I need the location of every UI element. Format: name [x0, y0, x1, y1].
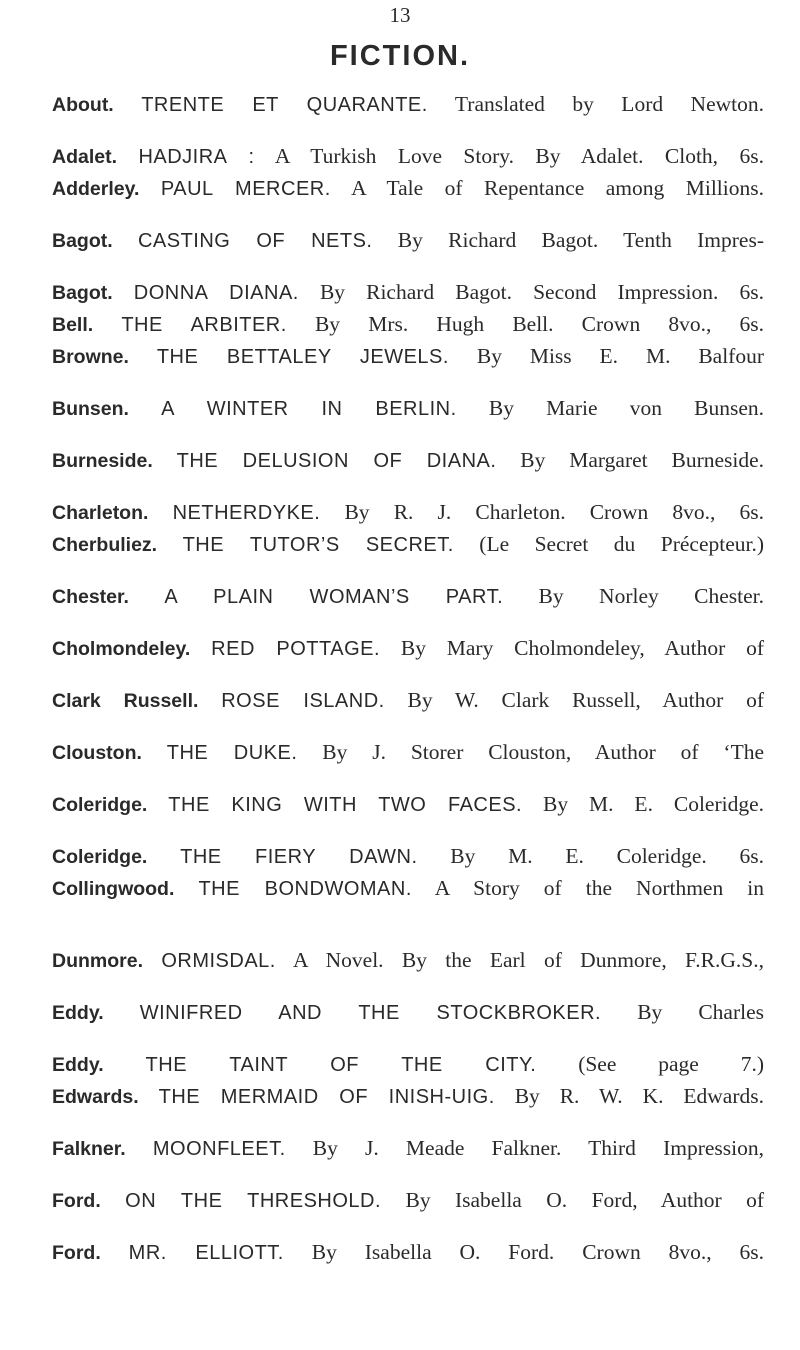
entry-continuation	[52, 766, 764, 786]
entry-book-title: A PLAIN WOMAN’S PART.	[164, 586, 504, 608]
entry-book-title: THE FIERY DAWN.	[180, 846, 418, 868]
entry-author-heading: Coleridge.	[52, 794, 148, 816]
entry-description: By Charles	[637, 1000, 765, 1024]
entry-author-heading: Adalet.	[52, 146, 118, 168]
page-number: 13	[389, 3, 411, 27]
entry-author-heading: Bagot.	[52, 282, 113, 304]
entry-book-title: THE ARBITER.	[121, 314, 287, 336]
entry-author-heading: About.	[52, 94, 114, 116]
entry-continuation	[52, 1162, 764, 1182]
entry-first-line	[52, 688, 764, 714]
entry-description: (See page 7.)	[578, 1052, 765, 1076]
entry-first-line	[52, 532, 764, 558]
list-item	[52, 500, 764, 526]
entry-description: By M. E. Coleridge. 6s.	[450, 844, 764, 868]
entry-author-heading: Eddy.	[52, 1054, 104, 1076]
entry-book-title: PAUL MERCER.	[160, 178, 331, 200]
entry-description: A Novel. By the Earl of Dunmore, F.R.G.S.,	[292, 948, 764, 972]
entry-author-heading: Bell.	[52, 314, 94, 336]
list-item	[52, 636, 764, 682]
list-item	[52, 1000, 764, 1046]
entry-description: By M. E. Coleridge.	[543, 792, 765, 816]
entry-author-heading: Eddy.	[52, 1002, 104, 1024]
entry-description: By R. J. Charleton. Crown 8vo., 6s.	[344, 500, 765, 524]
entry-book-title: ROSE ISLAND.	[221, 690, 385, 712]
entry-author-heading: Ford.	[52, 1242, 101, 1264]
entry-author-heading: Chester.	[52, 586, 129, 608]
entry-book-title: ORMISDAL.	[161, 950, 276, 972]
entry-first-line	[52, 844, 764, 870]
list-item	[52, 1084, 764, 1130]
entry-continuation	[52, 974, 764, 994]
list-item	[52, 176, 764, 222]
entry-description: By W. Clark Russell, Author of	[407, 688, 765, 712]
entry-first-line	[52, 740, 764, 766]
list-item	[52, 948, 764, 994]
entry-book-title: THE DUKE.	[166, 742, 298, 764]
entry-book-title: THE BETTALEY JEWELS.	[156, 346, 449, 368]
entry-author-heading: Edwards.	[52, 1086, 139, 1108]
entry-description: Translated by Lord Newton.	[454, 92, 764, 116]
entry-first-line	[52, 1000, 764, 1026]
entry-first-line	[52, 228, 764, 254]
entry-continuation	[52, 714, 764, 734]
entry-description: By Marie von Bunsen.	[488, 396, 765, 420]
list-item	[52, 876, 764, 942]
list-item	[52, 92, 764, 138]
entry-continuation	[52, 902, 764, 922]
entry-book-title: TRENTE ET QUARANTE.	[141, 94, 428, 116]
entry-first-line	[52, 280, 764, 306]
entry-first-line	[52, 792, 764, 818]
entry-author-heading: Bunsen.	[52, 398, 129, 420]
entry-first-line	[52, 584, 764, 610]
entry-description: By J. Meade Falkner. Third Impression,	[312, 1136, 764, 1160]
entry-description: By Richard Bagot. Tenth Impres-	[397, 228, 764, 252]
fiction-list	[52, 92, 764, 1272]
entry-author-heading: Cherbuliez.	[52, 534, 158, 556]
entry-book-title: DONNA DIANA.	[133, 282, 299, 304]
entry-continuation	[52, 558, 764, 578]
list-item	[52, 280, 764, 306]
list-item	[52, 792, 764, 838]
entry-description: By J. Storer Clouston, Author of ‘The	[322, 740, 765, 764]
entry-book-title: THE KING WITH TWO FACES.	[168, 794, 523, 816]
entry-author-heading: Burneside.	[52, 450, 153, 472]
entry-book-title: CASTING OF NETS.	[137, 230, 373, 252]
entry-first-line	[52, 312, 764, 338]
entry-description: By Isabella O. Ford. Crown 8vo., 6s.	[311, 1240, 765, 1264]
entry-author-heading: Browne.	[52, 346, 129, 368]
entry-author-heading: Charleton.	[52, 502, 149, 524]
entry-author-heading: Adderley.	[52, 178, 140, 200]
entry-author-heading: Cholmondeley.	[52, 638, 191, 660]
list-item	[52, 396, 764, 442]
list-item	[52, 1052, 764, 1078]
entry-continuation	[52, 662, 764, 682]
entry-description: A Turkish Love Story. By Adalet. Cloth, 6s.	[274, 144, 764, 168]
list-item	[52, 1136, 764, 1182]
entry-first-line	[52, 1188, 764, 1214]
entry-continuation	[52, 422, 764, 442]
entry-book-title: THE MERMAID OF INISH-UIG.	[158, 1086, 495, 1108]
list-item	[52, 228, 764, 274]
entry-book-title: WINIFRED AND THE STOCKBROKER.	[139, 1002, 602, 1024]
entry-description: By Norley Chester.	[538, 584, 765, 608]
entry-description: By Isabella O. Ford, Author of	[405, 1188, 765, 1212]
list-item	[52, 312, 764, 338]
entry-author-heading: Bagot.	[52, 230, 113, 252]
entry-description: (Le Secret du Précepteur.)	[479, 532, 765, 556]
entry-book-title: RED POTTAGE.	[211, 638, 381, 660]
entry-description: By Mary Cholmondeley, Author of	[400, 636, 765, 660]
entry-first-line	[52, 448, 764, 474]
entry-description: A Tale of Repentance among Millions.	[351, 176, 764, 200]
entry-continuation	[52, 118, 764, 138]
entry-book-title: NETHERDYKE.	[172, 502, 321, 524]
entry-book-title: MOONFLEET.	[152, 1138, 286, 1160]
entry-description: By Miss E. M. Balfour	[476, 344, 765, 368]
list-item	[52, 740, 764, 786]
entry-description: By Mrs. Hugh Bell. Crown 8vo., 6s.	[314, 312, 764, 336]
list-item	[52, 344, 764, 390]
entry-description: By Margaret Burneside.	[520, 448, 765, 472]
entry-description: A Story of the Northmen in	[434, 876, 764, 900]
entry-continuation	[52, 922, 764, 942]
entry-continuation	[52, 1026, 764, 1046]
entry-book-title: HADJIRA :	[138, 146, 255, 168]
entry-continuation	[52, 474, 764, 494]
entry-first-line	[52, 636, 764, 662]
entry-description: By Richard Bagot. Second Impression. 6s.	[319, 280, 764, 304]
entry-author-heading: Collingwood.	[52, 878, 175, 900]
list-item	[52, 1188, 764, 1234]
entry-first-line	[52, 1084, 764, 1110]
entry-author-heading: Coleridge.	[52, 846, 148, 868]
entry-first-line	[52, 876, 764, 902]
entry-book-title: THE TAINT OF THE CITY.	[145, 1054, 537, 1076]
entry-book-title: MR. ELLIOTT.	[128, 1242, 284, 1264]
entry-first-line	[52, 396, 764, 422]
entry-first-line	[52, 1052, 764, 1078]
list-item	[52, 584, 764, 630]
list-item	[52, 448, 764, 494]
entry-author-heading: Dunmore.	[52, 950, 144, 972]
entry-first-line	[52, 144, 764, 170]
entry-first-line	[52, 1240, 764, 1266]
entry-continuation	[52, 370, 764, 390]
entry-author-heading: Falkner.	[52, 1138, 126, 1160]
entry-first-line	[52, 948, 764, 974]
entry-author-heading: Clouston.	[52, 742, 142, 764]
entry-first-line	[52, 92, 764, 118]
entry-book-title: A WINTER IN BERLIN.	[161, 398, 457, 420]
entry-book-title: THE BONDWOMAN.	[198, 878, 412, 900]
list-item	[52, 532, 764, 578]
entry-continuation	[52, 202, 764, 222]
list-item	[52, 144, 764, 170]
entry-continuation	[52, 1110, 764, 1130]
page-title: FICTION.	[329, 40, 471, 72]
entry-description: By R. W. K. Edwards.	[514, 1084, 764, 1108]
entry-author-heading: Clark Russell.	[52, 690, 199, 712]
entry-continuation	[52, 1214, 764, 1234]
entry-book-title: THE DELUSION OF DIANA.	[176, 450, 497, 472]
entry-book-title: THE TUTOR’S SECRET.	[182, 534, 454, 556]
entry-continuation	[52, 610, 764, 630]
entry-continuation	[52, 254, 764, 274]
entry-continuation	[52, 818, 764, 838]
entry-book-title: ON THE THRESHOLD.	[125, 1190, 382, 1212]
entry-author-heading: Ford.	[52, 1190, 101, 1212]
entry-first-line	[52, 344, 764, 370]
list-item	[52, 844, 764, 870]
list-item	[52, 1240, 764, 1266]
list-item	[52, 688, 764, 734]
entry-first-line	[52, 176, 764, 202]
entry-first-line	[52, 500, 764, 526]
entry-first-line	[52, 1136, 764, 1162]
